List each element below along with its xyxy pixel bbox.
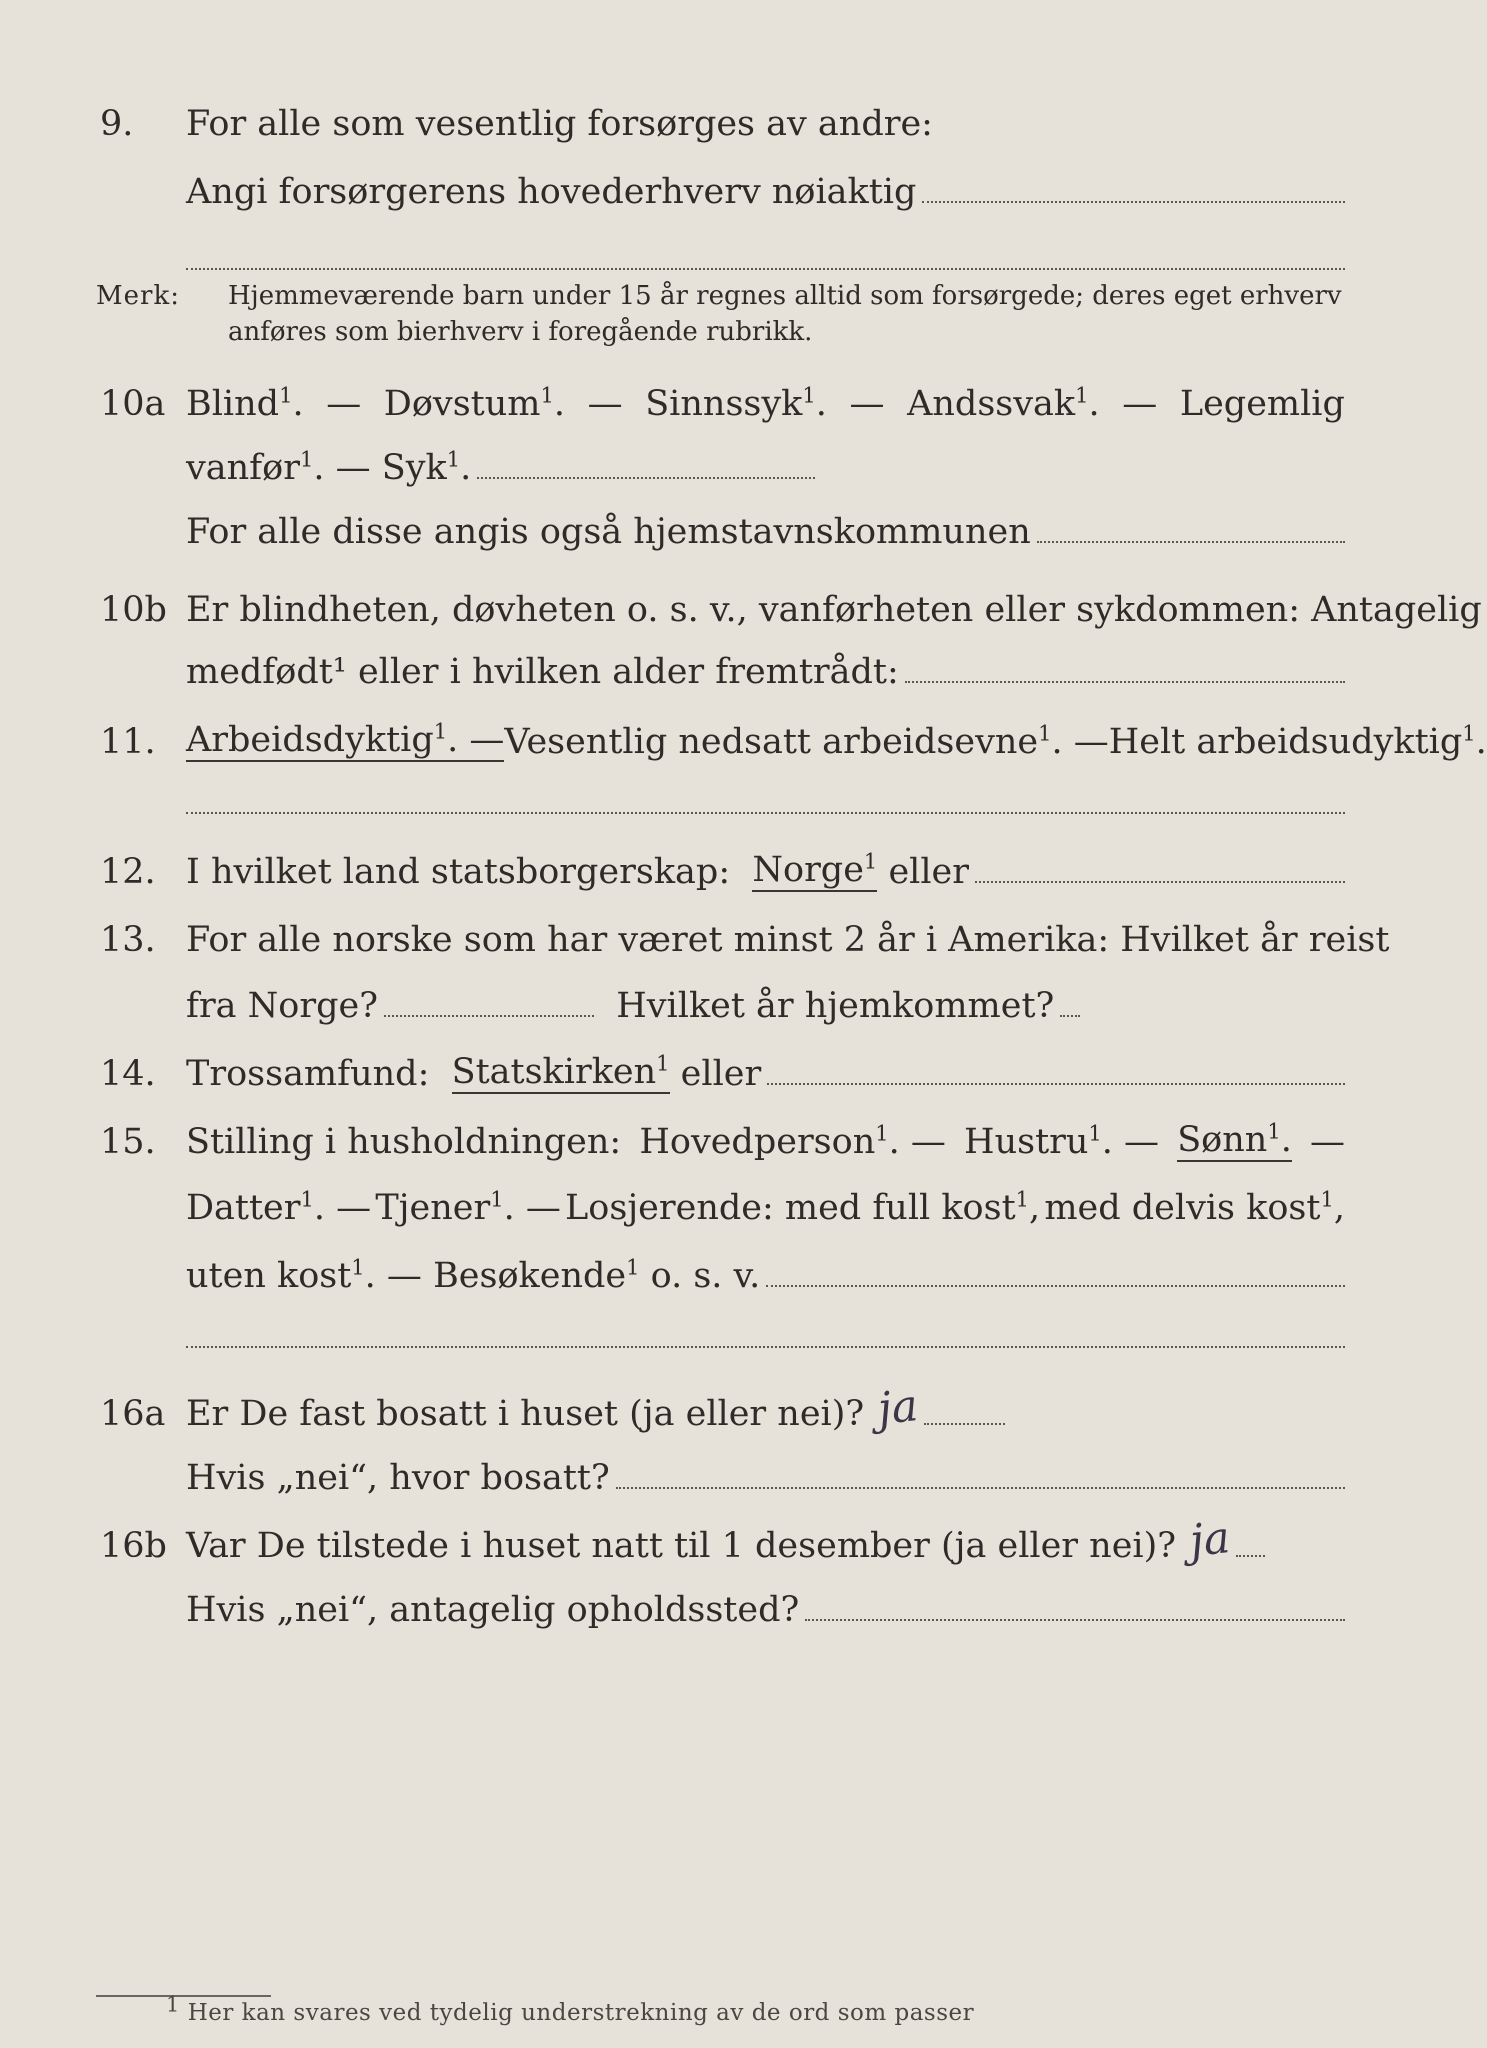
q15-hustru[interactable]: Hustru$^1$. — <box>964 1121 1160 1162</box>
q13-text: For alle norske som har været minst 2 år i Amerika: Hvilket år reist <box>186 919 1390 960</box>
q10a-andssvak: Andssvak$^1$. <box>907 383 1100 424</box>
q9-text: For alle som vesentlig forsørges av andre: <box>186 103 933 144</box>
q15-number: 15. <box>100 1121 156 1162</box>
q14-row <box>100 1042 1345 1094</box>
q16a-line2: Hvis „nei“, hvor bosatt? <box>186 1457 610 1498</box>
q13-hjemkommet-field[interactable] <box>1060 1015 1080 1017</box>
q12-eller: eller <box>888 851 969 892</box>
q16a-handwritten-answer[interactable]: ja <box>875 1380 921 1436</box>
q15-besokende[interactable]: Besøkende$^1$ <box>433 1255 640 1296</box>
q16b-answer-field[interactable] <box>1236 1555 1265 1557</box>
q9-extra-answer-line[interactable] <box>186 268 1345 270</box>
q9-number: 9. <box>100 103 134 144</box>
q10a-syk: Syk$^1$. <box>381 447 472 488</box>
q12-norge-option[interactable]: Norge$^1$ <box>752 850 877 892</box>
q16a-bosatt-field[interactable] <box>616 1487 1345 1489</box>
q10b-number: 10b <box>100 589 167 630</box>
q14-eller: eller <box>680 1053 762 1094</box>
q12-answer-field[interactable] <box>975 881 1345 883</box>
q15-delvis[interactable]: med delvis kost$^1$, <box>1044 1187 1345 1228</box>
q10a-dovstum: Døvstum$^1$. <box>383 383 565 424</box>
q14-statskirken-option[interactable]: Statskirken$^1$ <box>452 1052 670 1094</box>
q15-lead: Stilling i husholdningen: <box>186 1121 622 1162</box>
q16b-opholdssted-field[interactable] <box>805 1619 1345 1621</box>
q10a-number: 10a <box>100 383 166 424</box>
q10b-row-2 <box>100 640 1345 692</box>
q10a-blind: Blind$^1$. <box>186 383 304 424</box>
q10a-vanfor: vanfør$^1$. — <box>186 447 371 488</box>
q12-number: 12. <box>100 851 156 892</box>
q13-row <box>100 908 1390 960</box>
q10b-text: Er blindheten, døvheten o. s. v., vanførheten eller sykdommen: Antagelig <box>186 589 1482 630</box>
q11-udyktig[interactable]: Helt arbeidsudyktig$^1$. <box>1108 721 1487 762</box>
q13-reist-label: fra Norge? <box>186 985 378 1026</box>
q13-number: 13. <box>100 919 156 960</box>
q15-row-2 <box>100 1176 1345 1228</box>
q16a-row-2 <box>100 1446 1345 1498</box>
q16b-row <box>100 1514 1345 1566</box>
q12-row <box>100 840 1345 892</box>
q16a-text: Er De fast bosatt i huset (ja eller nei)? <box>186 1393 865 1434</box>
q13-hjemkommet-label: Hvilket år hjemkommet? <box>616 985 1055 1026</box>
q15-hovedperson[interactable]: Hovedperson$^1$. — <box>639 1121 946 1162</box>
q15-losjerende[interactable]: Losjerende: med full kost$^1$, <box>565 1187 1041 1228</box>
q9-row <box>100 92 1345 144</box>
footnote: 1 Her kan svares ved tydelig understrekning av de ord som passer <box>166 1992 975 2026</box>
q15-answer-field[interactable] <box>766 1285 1345 1287</box>
q13-row-2 <box>100 974 1345 1026</box>
q11-nedsatt[interactable]: Vesentlig nedsatt arbeidsevne$^1$. — <box>504 721 1109 762</box>
q15-extra-answer-line[interactable] <box>186 1346 1345 1348</box>
q10a-row-2 <box>100 436 1345 488</box>
q16b-number: 16b <box>100 1525 167 1566</box>
q11-number: 11. <box>100 721 156 762</box>
q15-row: 15. Stilling i husholdningen: Hovedperson$^1$. — Hustru$^1$. — Sønn$^1$. — <box>100 1119 1345 1162</box>
q10a-row: 10a Blind$^1$. — Døvstum$^1$. — Sinnssyk$^1$. — Andssvak$^1$. — Legemlig <box>100 383 1345 424</box>
q10b-line2: medfødt¹ eller i hvilken alder fremtrådt: <box>186 651 899 692</box>
merk-label: Merk: <box>96 281 180 311</box>
q16b-text: Var De tilstede i huset natt til 1 desember (ja eller nei)? <box>186 1525 1177 1566</box>
q14-text: Trossamfund: <box>186 1053 430 1094</box>
q16b-line2: Hvis „nei“, antagelig opholdssted? <box>186 1589 800 1630</box>
merk-text: Hjemmeværende barn under 15 år regnes alltid som forsørgede; deres eget erhverv anføres som bierhverv i foregående rubrikk. <box>228 281 1342 348</box>
q14-number: 14. <box>100 1053 156 1094</box>
q9-answer-field[interactable] <box>922 201 1345 203</box>
q10a-hjemstavn: For alle disse angis også hjemstavnskommunen <box>186 511 1031 552</box>
q10b-row <box>100 578 1482 630</box>
q14-answer-field[interactable] <box>767 1083 1345 1085</box>
q15-sonn[interactable]: Sønn$^1$. <box>1177 1120 1292 1162</box>
q11-row <box>100 710 1487 762</box>
q10a-sinnssyk: Sinnssyk$^1$. <box>645 383 827 424</box>
q9-line2: Angi forsørgerens hovederhverv nøiaktig <box>186 171 917 212</box>
footnote-divider <box>96 1995 271 1997</box>
q11-arbeidsdyktig[interactable]: Arbeidsdyktig$^1$. — <box>186 720 504 762</box>
q11-extra-answer-line[interactable] <box>186 812 1345 814</box>
q16b-row-2 <box>100 1578 1345 1630</box>
q10a-hjemstavn-field[interactable] <box>1037 541 1345 543</box>
q16a-number: 16a <box>100 1393 166 1434</box>
q15-row-3 <box>100 1244 1345 1296</box>
q16a-answer-field[interactable] <box>924 1423 1005 1425</box>
q10a-answer-field[interactable] <box>477 477 815 479</box>
q15-osv: o. s. v. <box>650 1255 761 1296</box>
q10a-row-3 <box>100 500 1345 552</box>
q12-text: I hvilket land statsborgerskap: <box>186 851 731 892</box>
q15-uten[interactable]: uten kost$^1$. — <box>186 1255 422 1296</box>
q10b-answer-field[interactable] <box>905 681 1345 683</box>
q15-tjener[interactable]: Tjener$^1$. — <box>375 1187 561 1228</box>
q10a-legemlig: Legemlig <box>1179 383 1345 424</box>
q16a-row <box>100 1382 1345 1434</box>
q16b-handwritten-answer[interactable]: ja <box>1187 1512 1233 1568</box>
q9-row-2 <box>100 160 1345 212</box>
q15-datter[interactable]: Datter$^1$. — <box>186 1187 372 1228</box>
q13-reist-field[interactable] <box>384 1015 594 1017</box>
